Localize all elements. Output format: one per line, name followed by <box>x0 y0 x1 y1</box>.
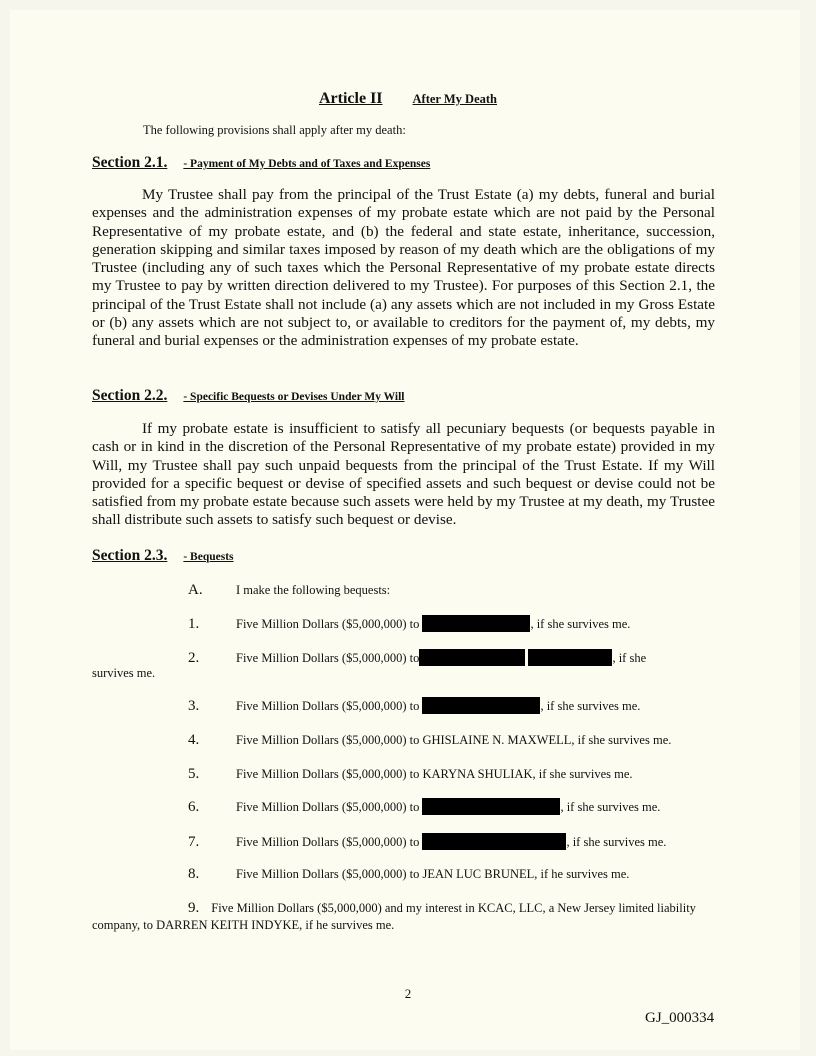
bequest-item-2-continuation: survives me. <box>92 666 156 680</box>
item-prefix: Five Million Dollars ($5,000,000) to <box>236 800 420 814</box>
redaction-block <box>422 833 566 850</box>
item-number: 7. <box>188 834 200 850</box>
page-number: 2 <box>404 986 412 1001</box>
section-2-3-heading <box>92 547 234 565</box>
item-prefix: Five Million Dollars ($5,000,000) to <box>236 651 420 665</box>
redaction-block <box>422 798 560 815</box>
section-number: Section 2.1. <box>92 154 168 171</box>
article-label: Article II <box>319 90 383 107</box>
section-number: Section 2.3. <box>92 547 168 564</box>
section-2-2-heading <box>92 387 405 405</box>
item-number: 1. <box>188 616 200 632</box>
item-number: 4. <box>188 732 200 748</box>
bequest-item-4 <box>188 732 671 749</box>
redaction-block <box>528 649 612 666</box>
item-number: 2. <box>188 650 200 666</box>
article-heading <box>0 90 816 108</box>
item-suffix: , if she survives me. <box>566 835 667 849</box>
bequest-label-a: A. <box>188 582 203 598</box>
item-prefix: Five Million Dollars ($5,000,000) to <box>236 835 420 849</box>
section-2-2-body: If my probate estate is insufficient to satisfy all pecuniary bequests (or bequests payable in cash or in kind in the discretion of the Personal Representative of my probate estate) provided in my Will, my Trustee shall pay such unpaid bequests from the principal of the Trust Estate. If my Will provided for a specific bequest or devise of specified assets and such bequest or devise could not be satisfied from my probate estate because such assets were held by my Trustee at my death, my Trustee shall distribute such assets to satisfy such bequest or devise. <box>92 420 715 529</box>
item-suffix: , if she survives me. <box>560 800 661 814</box>
bates-number: GJ_000334 <box>645 1010 715 1026</box>
item-text: Five Million Dollars ($5,000,000) and my interest in KCAC, LLC, a New Jersey limited liability company, to DARREN KEITH INDYKE, if he survives me. <box>92 901 696 932</box>
item-suffix: , if she <box>612 651 647 665</box>
article-title: After My Death <box>412 92 497 106</box>
item-text: Five Million Dollars ($5,000,000) to JEAN LUC BRUNEL, if he survives me. <box>236 867 630 881</box>
redaction-block <box>422 615 530 632</box>
item-text: Five Million Dollars ($5,000,000) to KARYNA SHULIAK, if she survives me. <box>236 767 633 781</box>
redaction-block <box>419 649 525 666</box>
bequest-item-6 <box>188 798 660 816</box>
item-text: Five Million Dollars ($5,000,000) to GHISLAINE N. MAXWELL, if she survives me. <box>236 733 672 747</box>
redaction-block <box>422 697 540 714</box>
item-number: 5. <box>188 766 200 782</box>
item-suffix: , if she survives me. <box>540 699 641 713</box>
section-title: - Bequests <box>183 551 234 563</box>
item-suffix: , if she survives me. <box>530 617 631 631</box>
bequest-item-8 <box>188 866 629 883</box>
bequest-intro <box>188 582 390 599</box>
item-number: 6. <box>188 799 200 815</box>
section-2-1-body: My Trustee shall pay from the principal of the Trust Estate (a) my debts, funeral and burial expenses and the administration expenses of my probate estate which are not paid by the Personal Representative of my probate estate, and (b) the federal and state estate, inheritance, succession, generation skipping and similar taxes imposed by reason of my death which are the obligations of my Trustee (including any of such taxes which the Personal Representative of my probate estate directs my Trustee to pay by written direction delivered to my Trustee). For purposes of this Section 2.1, the principal of the Trust Estate shall not include (a) any assets which are not included in my Gross Estate or (b) any assets which are not subject to, or available to creditors for the payment of, my debts, my funeral and burial expenses or the administration expenses of my probate estate. <box>92 186 715 350</box>
intro-text: The following provisions shall apply after my death: <box>143 123 406 137</box>
section-title: - Payment of My Debts and of Taxes and Expenses <box>183 158 431 170</box>
bequest-item-9 <box>92 900 722 934</box>
section-number: Section 2.2. <box>92 387 168 404</box>
item-prefix: Five Million Dollars ($5,000,000) to <box>236 699 420 713</box>
bequest-item-1 <box>188 615 630 633</box>
section-2-1-heading <box>92 154 430 172</box>
item-prefix: Five Million Dollars ($5,000,000) to <box>236 617 420 631</box>
item-number: 8. <box>188 866 200 882</box>
section-title: - Specific Bequests or Devises Under My Will <box>183 391 405 403</box>
bequest-item-5 <box>188 766 633 783</box>
bequest-item-2 <box>188 649 646 667</box>
item-number: 3. <box>188 698 200 714</box>
item-number: 9. <box>188 900 200 916</box>
bequest-item-7 <box>188 833 666 851</box>
bequest-intro-text: I make the following bequests: <box>236 583 391 597</box>
bequest-item-3 <box>188 697 640 715</box>
